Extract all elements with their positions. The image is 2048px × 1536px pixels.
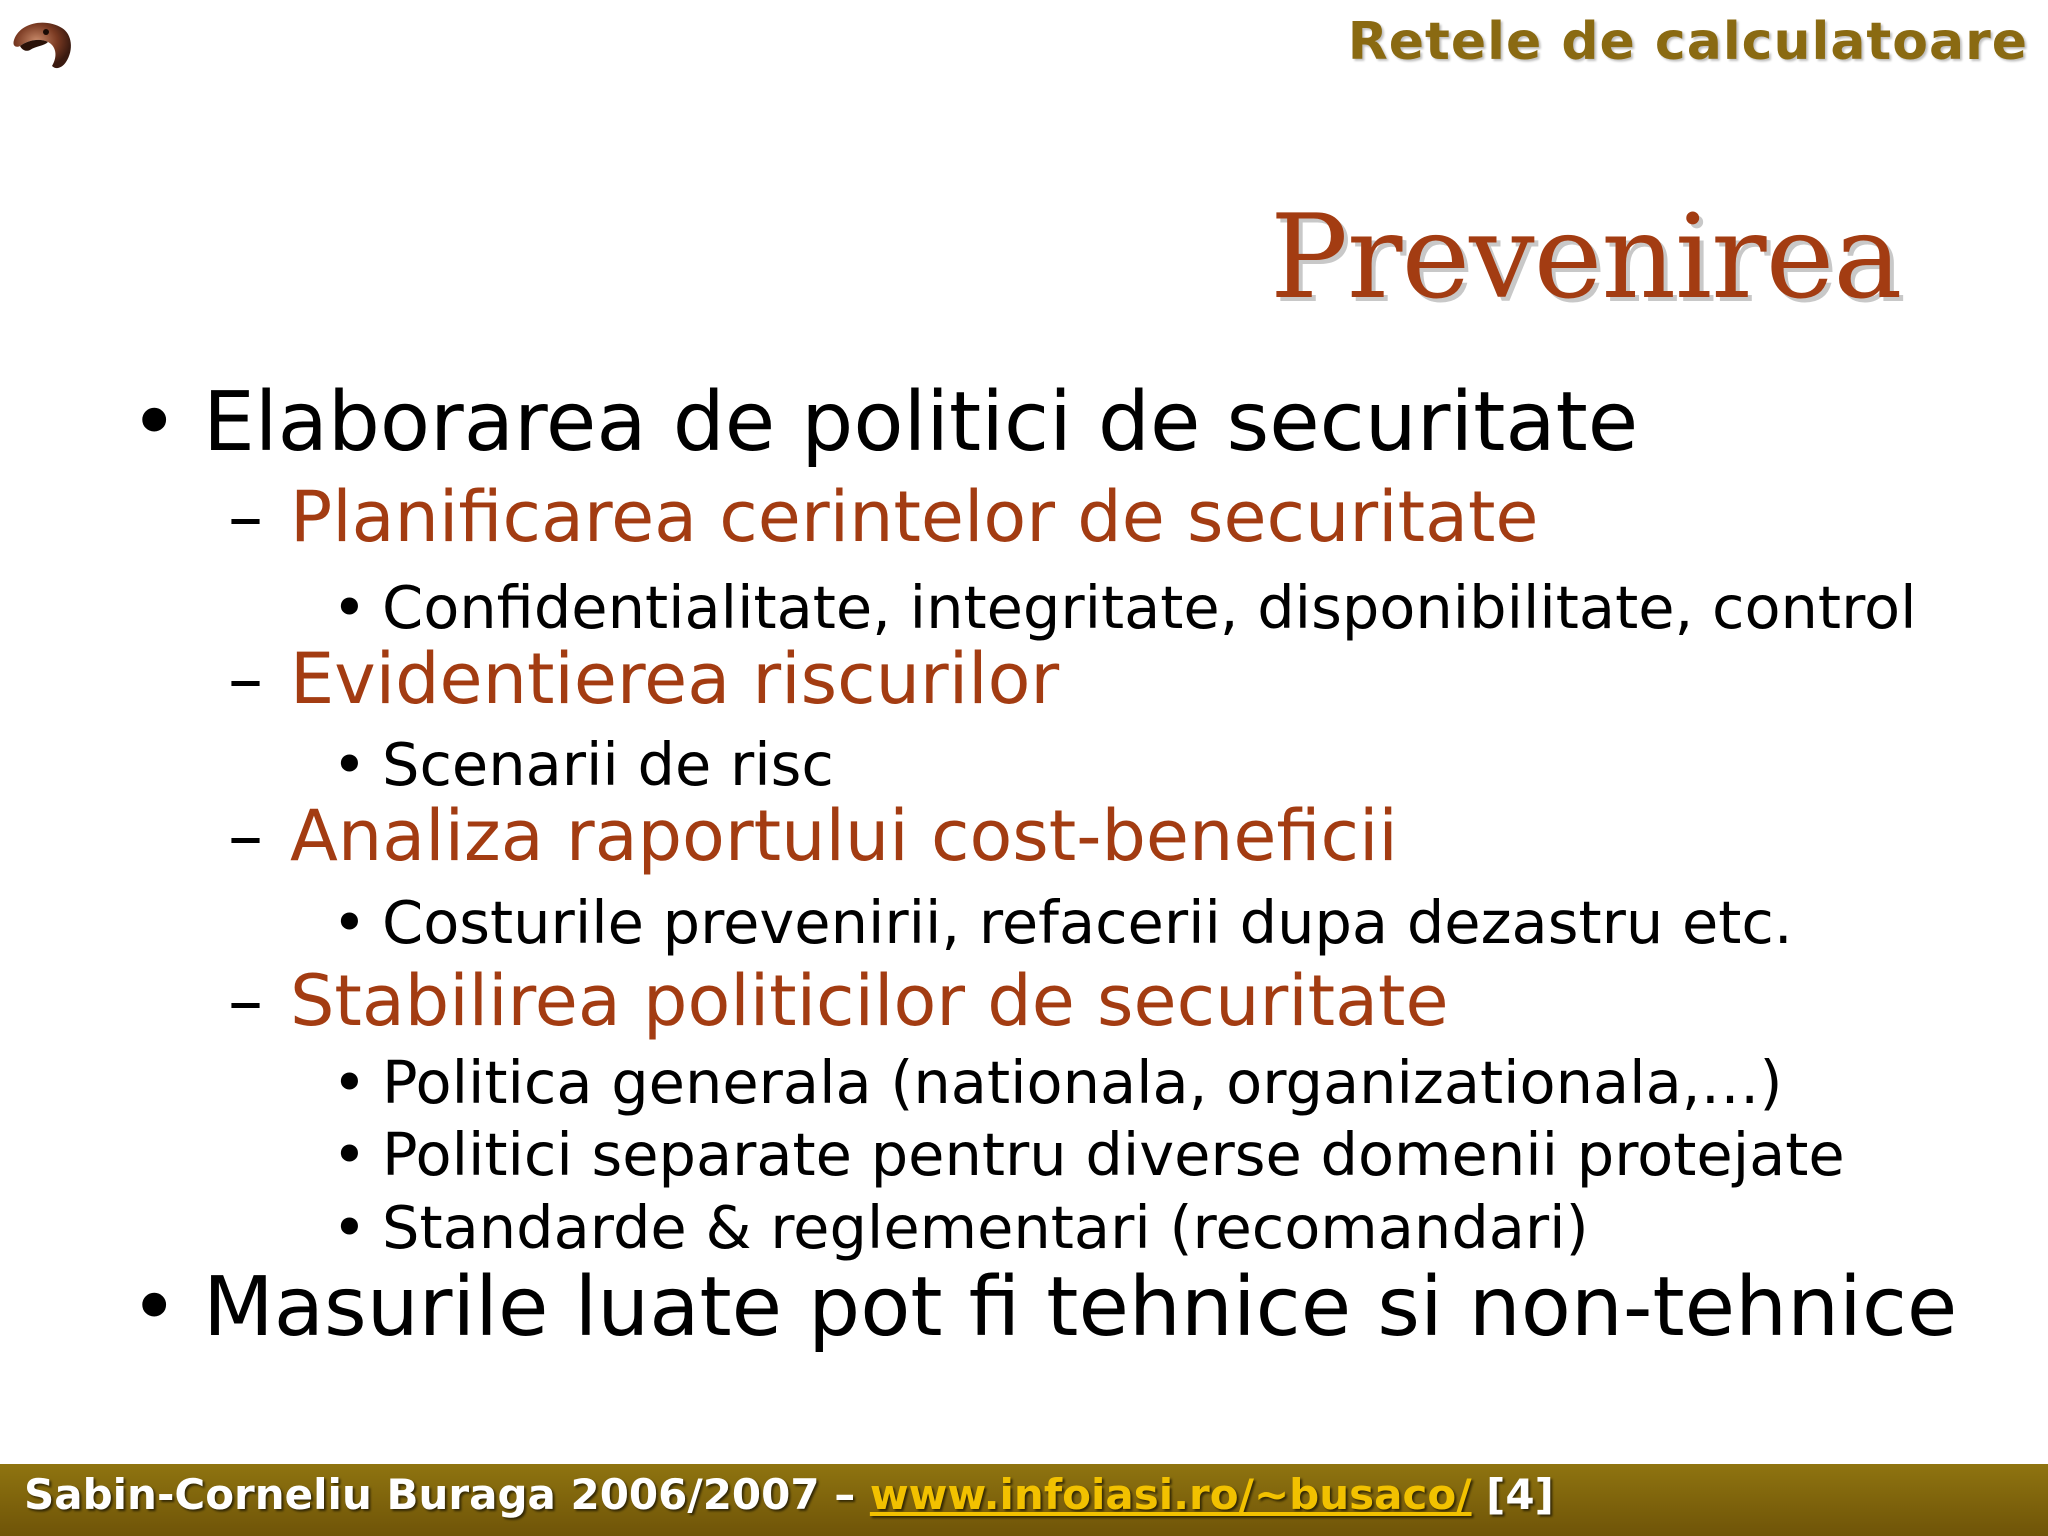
bullet-text: Politici separate pentru diverse domenii protejate: [382, 1120, 1845, 1189]
footer-page-number: [4]: [1471, 1470, 1554, 1519]
bullet-marker: •: [332, 1120, 367, 1189]
bullet-item: [130, 375, 1638, 470]
bullet-marker: •: [130, 375, 179, 470]
bullet-text: Politica generala (nationala, organizationala,…): [382, 1048, 1783, 1117]
bullet-item: [130, 1260, 1957, 1355]
bullet-text: Costurile prevenirii, refacerii dupa dezastru etc.: [382, 888, 1793, 957]
bullet-marker: •: [332, 573, 367, 642]
bullet-marker: •: [130, 1260, 179, 1355]
bullet-text: Planificarea cerintelor de securitate: [290, 476, 1539, 558]
sub-sub-bullet-item: [332, 888, 1793, 957]
footer-bar: [0, 1464, 2048, 1536]
footer-author: Sabin-Corneliu Buraga 2006/2007 –: [24, 1470, 870, 1519]
bullet-text: Analiza raportului cost-beneficii: [290, 795, 1398, 877]
bullet-marker: •: [332, 1193, 367, 1262]
bullet-text: Elaborarea de politici de securitate: [203, 375, 1639, 470]
footer-url-link[interactable]: www.infoiasi.ro/~busaco/: [869, 1470, 1472, 1519]
bullet-text: Confidentialitate, integritate, disponibilitate, control: [382, 573, 1917, 642]
bullet-marker: •: [332, 1048, 367, 1117]
bullet-marker: •: [332, 888, 367, 957]
sub-sub-bullet-item: [332, 1048, 1783, 1117]
sub-bullet-item: [228, 960, 1449, 1042]
sub-sub-bullet-item: [332, 1120, 1845, 1189]
dash-marker: –: [228, 638, 263, 720]
footer-text: [24, 1470, 1554, 1519]
dash-marker: –: [228, 795, 263, 877]
bullet-text: Standarde & reglementari (recomandari): [382, 1193, 1589, 1262]
bullet-text: Masurile luate pot fi tehnice si non-tehnice: [203, 1260, 1958, 1355]
sub-bullet-item: [228, 795, 1398, 877]
bullet-text: Stabilirea politicilor de securitate: [290, 960, 1449, 1042]
slide-title: Prevenirea: [1270, 190, 1902, 325]
sub-sub-bullet-item: [332, 573, 1917, 642]
sub-sub-bullet-item: [332, 730, 834, 799]
eagle-head-logo-icon: [6, 10, 78, 82]
sub-bullet-item: [228, 638, 1059, 720]
bullet-marker: •: [332, 730, 367, 799]
sub-sub-bullet-item: [332, 1193, 1589, 1262]
bullet-text: Scenarii de risc: [382, 730, 834, 799]
dash-marker: –: [228, 476, 263, 558]
sub-bullet-item: [228, 476, 1538, 558]
dash-marker: –: [228, 960, 263, 1042]
bullet-text: Evidentierea riscurilor: [290, 638, 1060, 720]
course-title: Retele de calculatoare: [1347, 12, 2028, 72]
